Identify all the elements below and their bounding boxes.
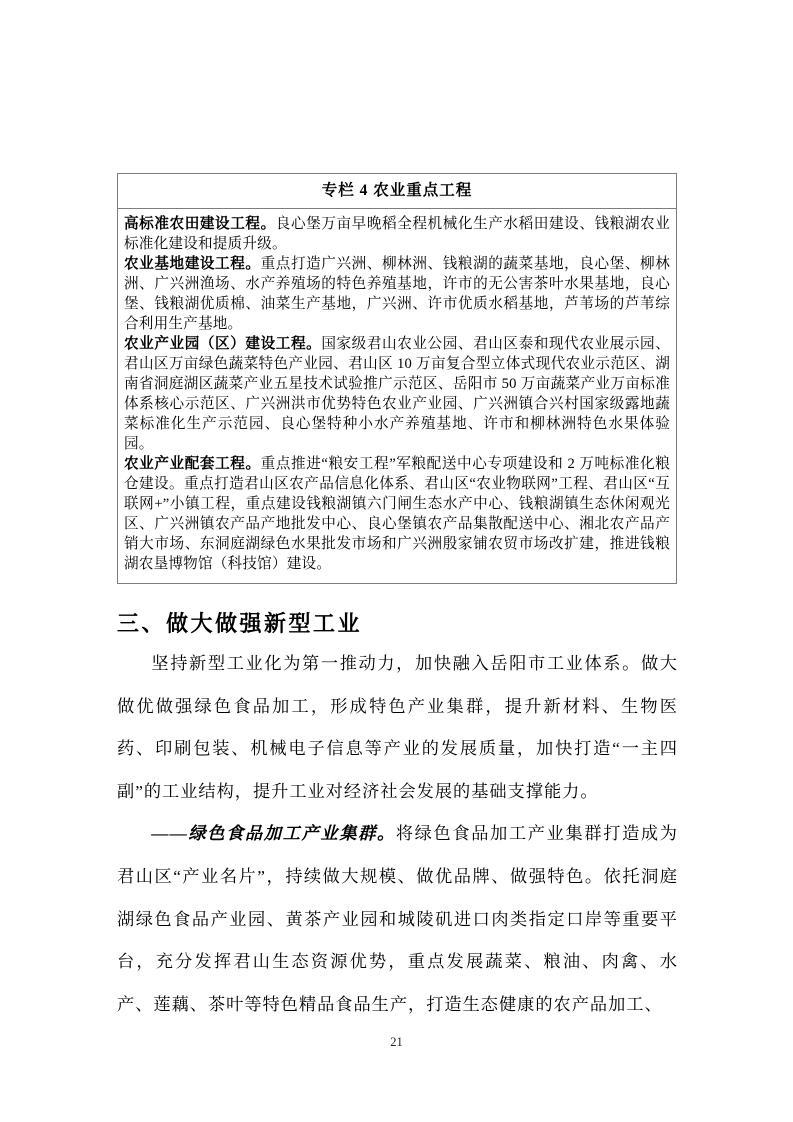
box-paragraph-2 bbox=[124, 254, 670, 334]
feature-box-body bbox=[118, 209, 676, 583]
box-paragraph-2-text: 重点打造广兴洲、柳林洲、钱粮湖的蔬菜基地，良心堡、柳林洲、广兴洲渔场、水产养殖场的特色养殖基地，许市的无公害茶叶水果基地，良心堡、钱粮湖优质棉、油菜生产基地，广兴洲、许市优质水稻基地，芦苇场的芦苇综合利用生产基地。 bbox=[124, 256, 670, 332]
box-paragraph-1-lead: 高标准农田建设工程。 bbox=[124, 216, 276, 232]
body-paragraph-1 bbox=[117, 643, 678, 813]
page-number: 21 bbox=[390, 1035, 403, 1049]
section-body bbox=[117, 643, 678, 1026]
box-paragraph-1 bbox=[124, 214, 670, 254]
section-heading: 三、做大做强新型工业 bbox=[117, 611, 363, 636]
box-paragraph-3 bbox=[124, 334, 670, 454]
box-paragraph-3-text: 国家级君山农业公园、君山区泰和现代农业展示园、君山区万亩绿色蔬菜特色产业园、君山区 10 万亩复合型立体式现代农业示范区、湖南省洞庭湖区蔬菜产业五星技术试验推广示范区、岳阳市 50 万亩蔬菜产业万亩标准体系核心示范区、广兴洲洪市优势特色农业产业园、广兴洲镇合兴村国家级露地蔬菜标准化生产示范园、良心堡特种小水产养殖基地、许市和柳林洲特色水果体验园。 bbox=[124, 336, 670, 452]
box-paragraph-3-lead: 农业产业园（区）建设工程。 bbox=[124, 336, 322, 352]
body-paragraph-2-text: 将绿色食品加工产业集群打造成为君山区“产业名片”，持续做大规模、做优品牌、做强特色。依托洞庭湖绿色食品产业园、黄茶产业园和城陵矶进口肉类指定口岸等重要平台，充分发挥君山生态资源优势，重点发展蔬菜、粮油、肉禽、水产、莲藕、茶叶等特色精品食品生产，打造生态健康的农产品加工、 bbox=[117, 824, 678, 1014]
box-paragraph-2-lead: 农业基地建设工程。 bbox=[124, 256, 261, 272]
body-paragraph-2-lead: ——绿色食品加工产业集群。 bbox=[151, 824, 396, 844]
body-paragraph-1-text: 坚持新型工业化为第一推动力，加快融入岳阳市工业体系。做大做优做强绿色食品加工，形成特色产业集群，提升新材料、生物医药、印刷包装、机械电子信息等产业的发展质量，加快打造“一主四副”的工业结构，提升工业对经济社会发展的基础支撑能力。 bbox=[117, 654, 678, 801]
feature-box bbox=[117, 173, 677, 584]
box-paragraph-4 bbox=[124, 454, 670, 574]
body-paragraph-2 bbox=[117, 813, 678, 1026]
box-paragraph-4-text: 重点推进“粮安工程”军粮配送中心专项建设和 2 万吨标准化粮仓建设。重点打造君山区农产品信息化体系、君山区“农业物联网”工程、君山区“互联网+”小镇工程，重点建设钱粮湖镇六门闸生态水产中心、钱粮湖镇生态休闲观光区、广兴洲镇农产品产地批发中心、良心堡镇农产品集散配送中心、湘北农产品产销大市场、东洞庭湖绿色水果批发市场和广兴洲殷家铺农贸市场改扩建，推进钱粮湖农垦博物馆（科技馆）建设。 bbox=[124, 456, 670, 572]
box-paragraph-4-lead: 农业产业配套工程。 bbox=[124, 456, 261, 472]
feature-box-title: 专栏 4 农业重点工程 bbox=[118, 174, 676, 209]
box-paragraph-1-text: 良心堡万亩早晚稻全程机械化生产水稻田建设、钱粮湖农业标准化建设和提质升级。 bbox=[124, 216, 670, 252]
